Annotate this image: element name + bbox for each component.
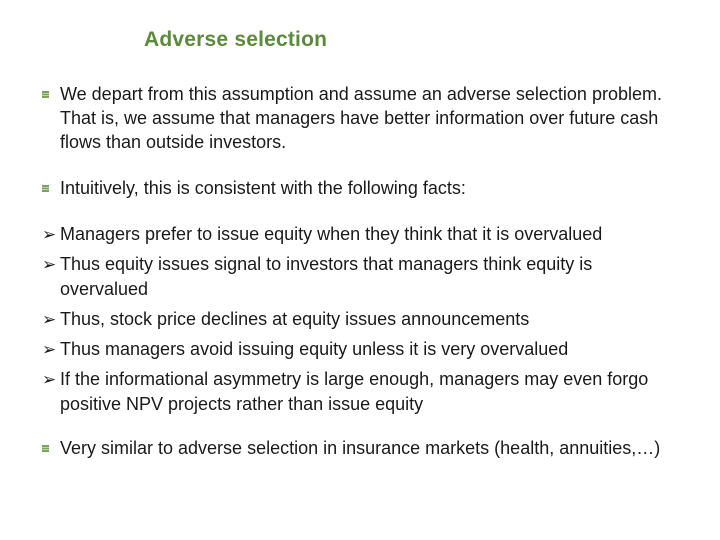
arrow-list [42,222,682,422]
list-item-text: If the informational asymmetry is large enough, managers may even forgo positive NPV projects rather than issue equity [60,369,649,414]
list-item-text: Thus, stock price declines at equity issues announcements [60,309,530,329]
list-item [42,367,682,417]
square-bullet-icon [42,445,49,452]
bullet-text: Very similar to adverse selection in insurance markets (health, annuities,…) [60,438,661,458]
slide-title: Adverse selection [144,28,328,51]
list-item [42,222,682,247]
list-item [42,307,682,332]
list-item-text: Thus managers avoid issuing equity unless it is very overvalued [60,339,569,359]
arrow-bullet-icon: ➢ [42,225,57,245]
bullet-item [42,82,682,154]
list-item-text: Managers prefer to issue equity when they think that it is overvalued [60,224,603,244]
arrow-bullet-icon: ➢ [42,340,57,360]
arrow-bullet-icon: ➢ [42,255,57,275]
bullet-item [42,436,682,460]
list-item [42,252,682,302]
square-bullet-icon [42,185,49,192]
list-item-text: Thus equity issues signal to investors that managers think equity is overvalued [60,254,593,299]
bullet-text: Intuitively, this is consistent with the following facts: [60,178,466,198]
list-item [42,337,682,362]
bullet-item [42,176,682,200]
arrow-bullet-icon: ➢ [42,310,57,330]
arrow-bullet-icon: ➢ [42,370,57,390]
square-bullet-icon [42,91,49,98]
bullet-text: We depart from this assumption and assume an adverse selection problem. That is, we assume that managers have better information over future cash flows than outside investors. [60,84,662,152]
